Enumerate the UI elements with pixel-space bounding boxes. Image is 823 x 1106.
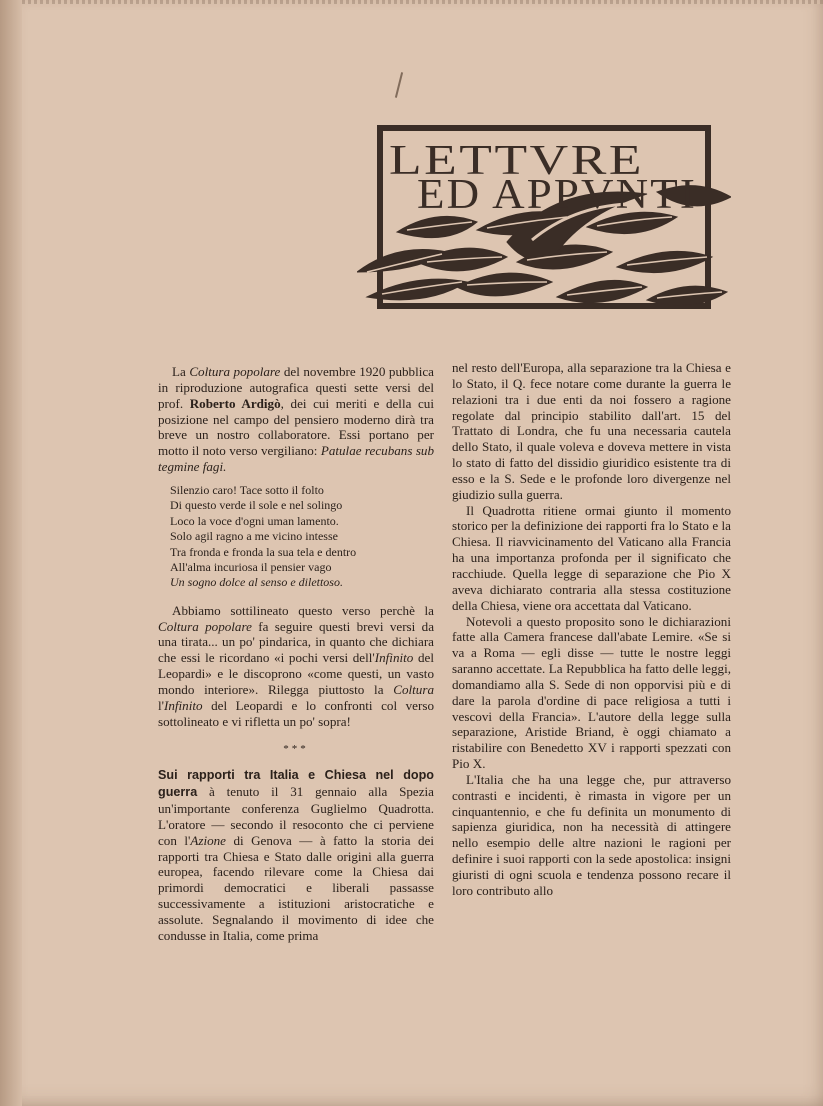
pencil-mark: [395, 72, 403, 98]
paragraph-italia-legge: L'Italia che ha una legge che, pur attraverso contrasti e incidenti, è rimasta in vigore per un cinquantennio, e che fu definita un monumento di sapienza giuridica, non ha necessità di attingere nello esempio delle altre nazioni le ragioni per definire i suoi rapporti con la sede apostolica: insigni giuristi di ogni scuola e tendenza possono recare il loro contributo allo: [452, 771, 731, 898]
perforated-top-edge: [22, 0, 823, 4]
paragraph-continuation: nel resto dell'Europa, alla separazione tra la Chiesa e lo Stato, il Q. fece notare come durante la guerra le relazioni tra i due enti da noi fossero a ragione regolate dal principio stabilito dall'art. 15 del Trattato di Londra, che fu una necessaria cautela dello Stato, il quale voleva e doveva mettere in vista lo stato di fatto del dissidio giuridico esistente tra di esso e la S. Sede e le profonde loro divergenze nel giudizio sulla guerra.: [452, 360, 731, 502]
poem-line: Solo agil ragno a me vicino intesse: [170, 529, 338, 544]
section-separator-stars: ***: [283, 742, 309, 755]
logo-line-1: LETTVRE: [389, 138, 644, 184]
paragraph-leopardi-comment: Abbiamo sottilineato questo verso perchè la Coltura popolare fa seguire questi brevi versi da una tirata... un po' pindarica, in quanto che dichiara che essi le ricordano «i pochi versi dell'Infinito del Leopardi» e le discoprono «come questi, un vasto mondo interiore». Rilegga piuttosto la Coltura l'Infinito del Leopardi e lo confronti col verso sottolineato e vi rifletta un po' sopra!: [158, 602, 435, 729]
section-heading: Sui rapporti tra Italia e Chiesa nel dopo guerra: [158, 768, 434, 800]
poem-line: All'alma incuriosa il pensier vago: [170, 559, 332, 574]
column-right: [452, 360, 731, 899]
poem-line: Tra fronda e fronda la sua tela e dentro: [170, 544, 357, 559]
paragraph-quadrotta: Il Quadrotta ritiene ormai giunto il momento storico per la definizione dei rapporti fra lo Stato e la Chiesa. Il riavvicinamento del Vaticano alla Francia ha una importanza profonda per il significato che racchiude. Quella legge di separazione che Pio X aveva dichiarato contraria alla stessa costituzione della Chiesa, viene ora accettata dal Vaticano.: [452, 502, 731, 613]
paragraph-italia-chiesa: Sui rapporti tra Italia e Chiesa nel dopo guerra à tenuto il 31 gennaio alla Spezia un'importante conferenza Guglielmo Quadrotta. L'oratore — secondo il resoconto che ci perviene con l'Azione di Genova — à fatto la storia dei rapporti tra Chiesa e Stato dalle origini alla guerra europea, facendo rilevare come la Chiesa dai primordi democratici e liberali passasse successivamente a istituzioni aristocratiche e assolute. Segnalando il movimento di idee che condusse in Italia, come prima: [158, 768, 434, 943]
poem-line: Loco la voce d'ogni uman lamento.: [170, 513, 339, 528]
poem-line: Di questo verde il sole e nel solingo: [170, 498, 343, 513]
paragraph-ardigo-intro: La Coltura popolare del novembre 1920 pubblica in riproduzione autografica questi sette versi del prof. Roberto Ardigò, dei cui meriti e della cui posizione nel campo del pensiero moderno dirà tra breve un nostro collaboratore. Essi portano per motto il noto verso vergiliano: Patulae recubans sub tegmine fagi.: [158, 364, 435, 475]
poem-verses: [170, 483, 434, 591]
poem-line-underlined: Un sogno dolce al senso e dilettoso.: [170, 575, 343, 590]
lettere-ed-appunti-woodcut-logo: [357, 122, 731, 314]
logo-line-2: ED APPVNTI: [417, 172, 697, 218]
column-left: [158, 364, 434, 944]
paragraph-lemire: Notevoli a questo proposito sono le dichiarazioni fatte alla Camera francese dall'abate Lemire. «Se si va a Roma — egli disse — tutte le nostre leggi saranno accettate. La Repubblica ha fatto delle leggi, domandiamo alla S. Sede di non opporvisi più e di dare la parola d'ordine di pace religiosa a tutti i vescovi della Francia». L'autore della legge sulla separazione, Aristide Briand, è oggi chiamato a ristabilire con Benedetto XV i rapporti spezzati con Pio X.: [452, 613, 731, 772]
page-spine-edge: [0, 0, 22, 1106]
poem-line: Silenzio caro! Tace sotto il folto: [170, 482, 324, 497]
